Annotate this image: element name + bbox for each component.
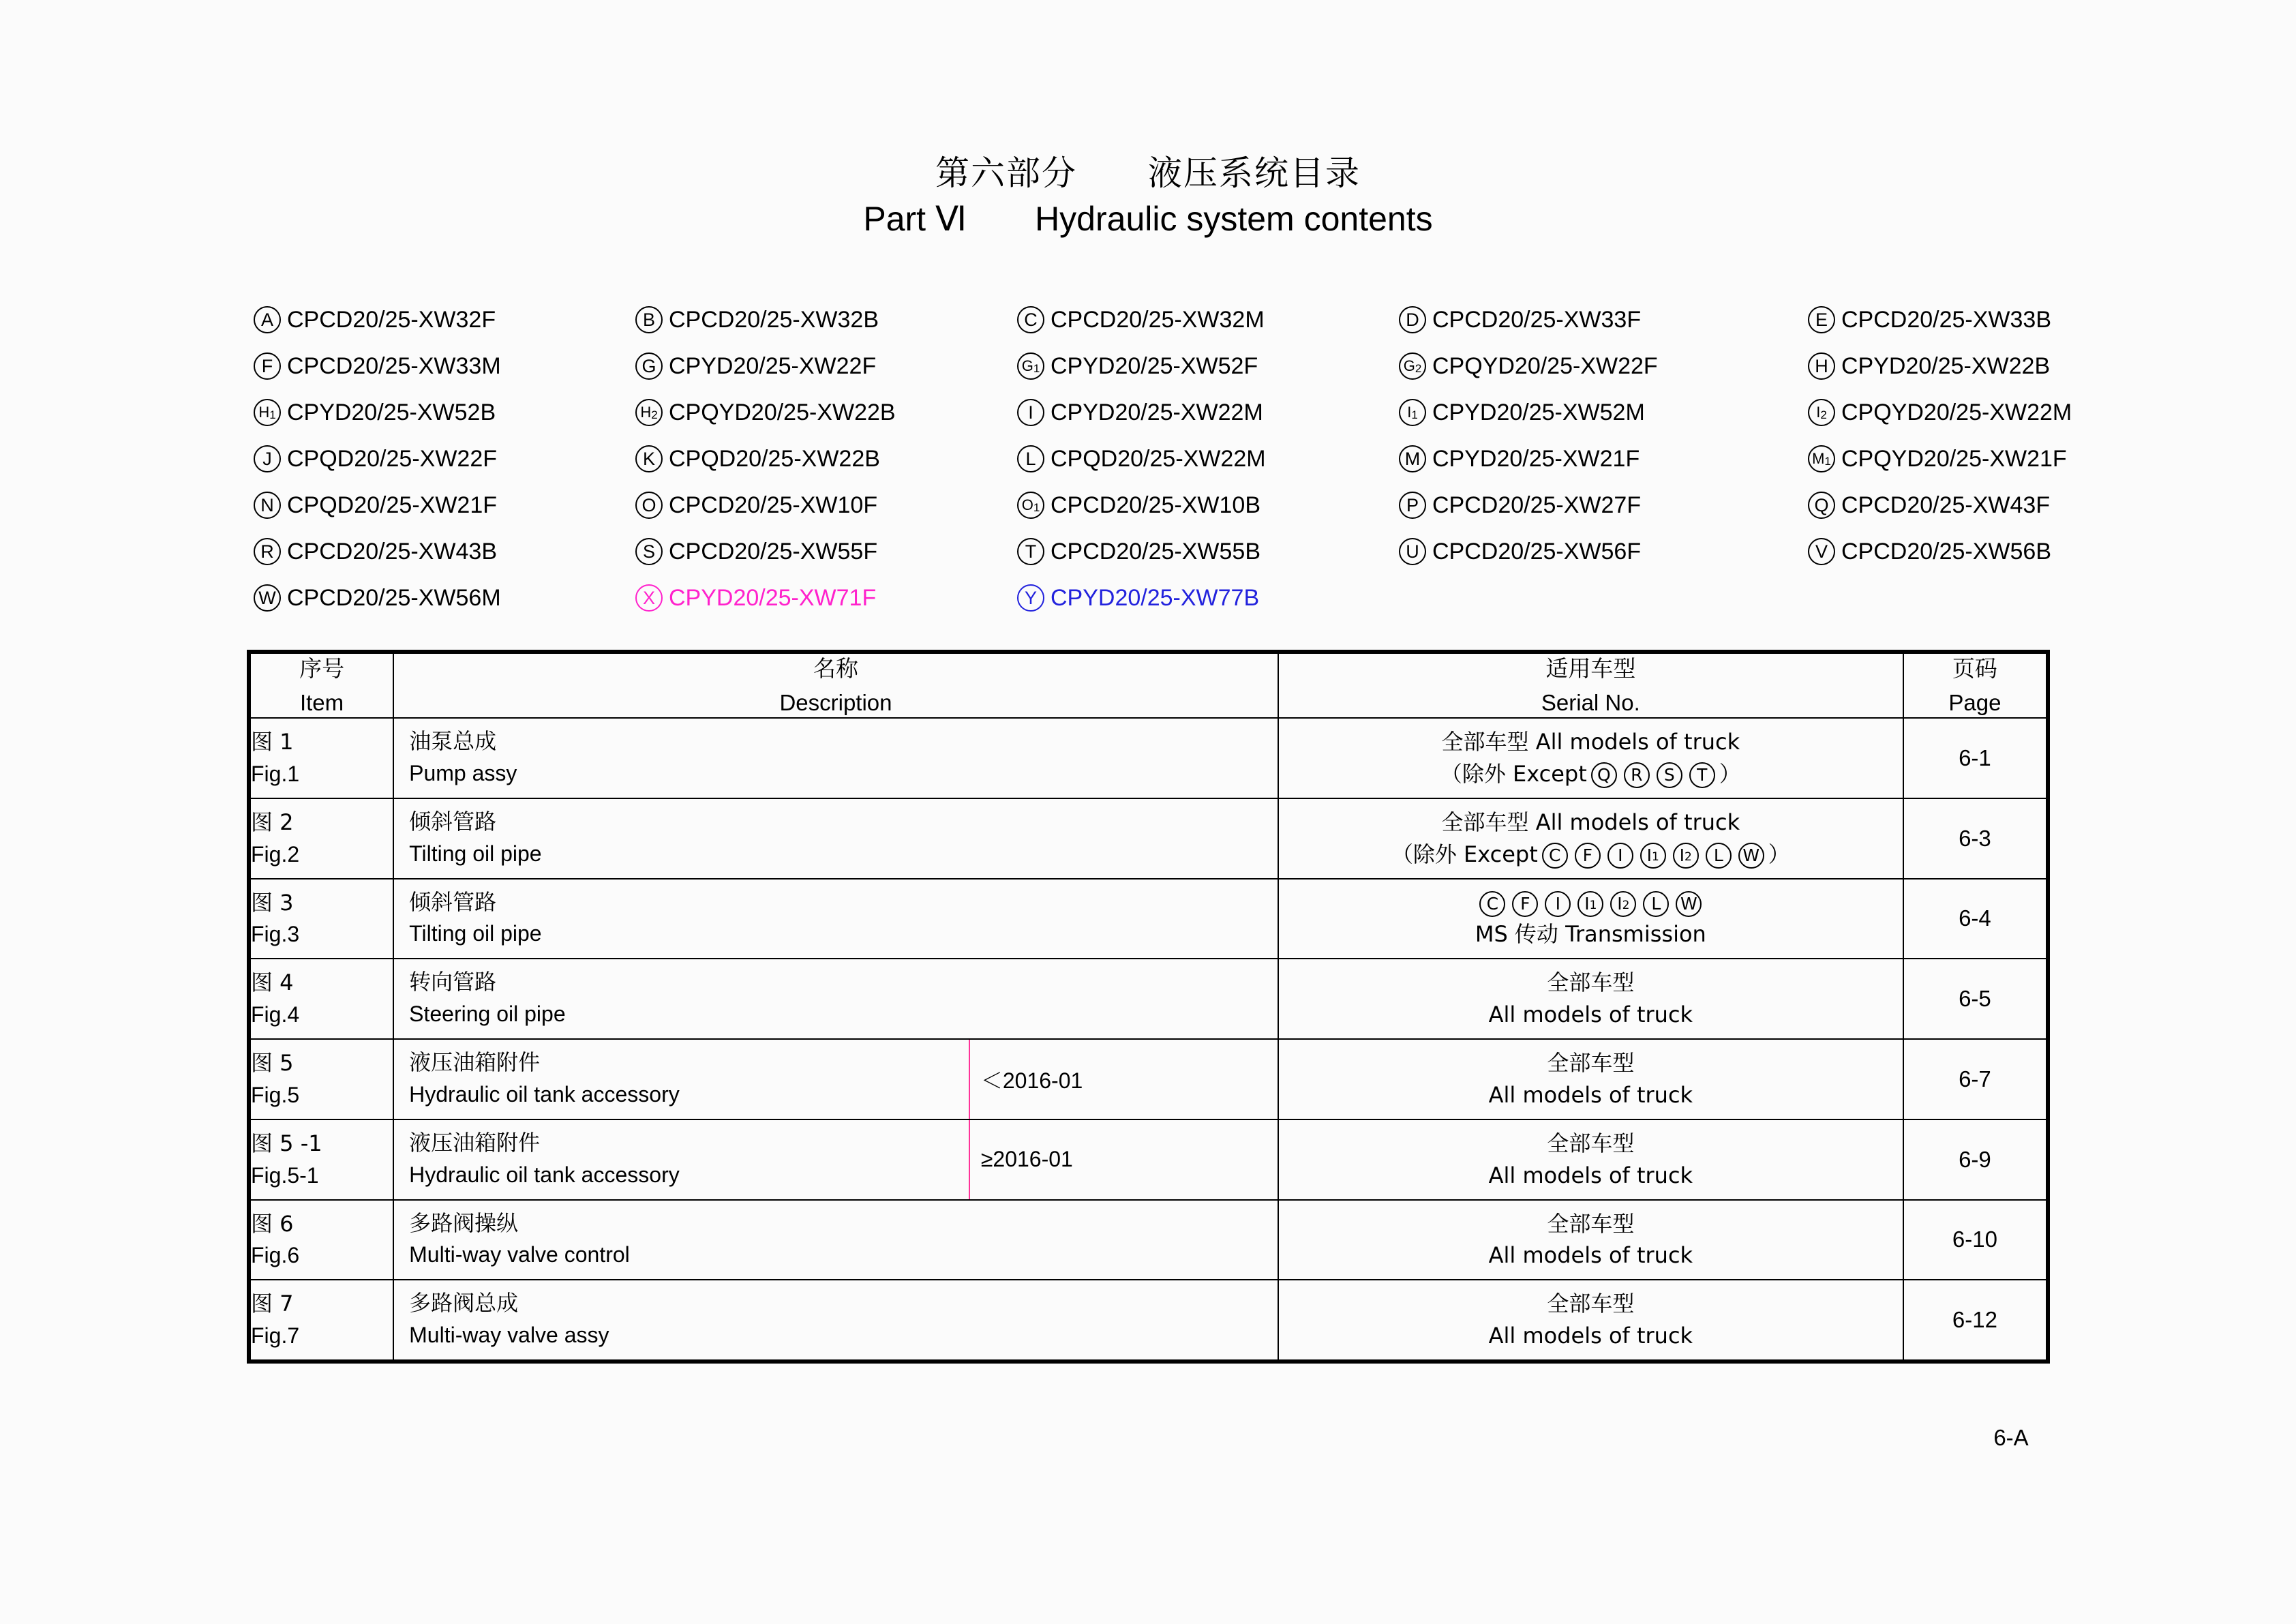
model-code-row [254, 297, 2271, 343]
model-code-entry-v [1808, 538, 2231, 565]
model-code-entry-d [1399, 306, 1808, 333]
model-badge-i: I [1545, 891, 1571, 917]
item-label-en: Fig.6 [251, 1243, 300, 1268]
model-code-text: CPQYD20/25-XW22M [1841, 400, 2072, 425]
model-code-text: CPYD20/25-XW22F [669, 353, 877, 379]
cell-serial-no [1278, 959, 1903, 1039]
model-code-text: CPYD20/25-XW77B [1051, 585, 1260, 611]
model-code-entry-u [1399, 538, 1808, 565]
model-code-text: CPQD20/25-XW22M [1051, 446, 1266, 472]
description-text [394, 1120, 969, 1199]
serial-line-tertiary: All models of truck [1488, 1081, 1693, 1108]
serial-line-secondary [1279, 888, 1903, 918]
serial-line-tertiary: All models of truck [1488, 1323, 1693, 1349]
model-code-entry-m [1399, 445, 1808, 472]
serial-line-tertiary: All models of truck [1488, 1002, 1693, 1028]
model-code-entry-g1 [1017, 352, 1399, 380]
title-chinese: 第六部分 液压系统目录 [935, 153, 1361, 193]
model-badge-p: P [1399, 492, 1426, 519]
serial-line-tertiary: All models of truck [1488, 1162, 1693, 1188]
serial-line-primary: 全部车型 All models of truck [1441, 729, 1740, 755]
model-code-entry-h [1808, 352, 2231, 380]
item-label-cn: 图 5 -1 [251, 1130, 322, 1156]
model-code-entry-o [635, 492, 1017, 519]
description-cn: 油泵总成 [409, 728, 497, 755]
model-code-text: CPQD20/25-XW22B [669, 446, 880, 472]
cell-page-number: 6-9 [1903, 1119, 2046, 1200]
model-code-entry-o1 [1017, 492, 1399, 519]
model-code-entry-j [254, 445, 635, 472]
cell-serial-no [1278, 798, 1903, 879]
table-header-row [251, 654, 2046, 718]
description-en: Hydraulic oil tank accessory [409, 1162, 680, 1187]
model-badge-w: W [1738, 843, 1764, 869]
header-serial-no-en: Serial No. [1541, 689, 1640, 715]
cell-page-number: 6-12 [1903, 1280, 2046, 1359]
table-row [251, 1200, 2046, 1280]
cell-item [251, 1280, 393, 1359]
model-badge-h2: H 2 [635, 399, 663, 426]
cell-serial-no [1278, 1200, 1903, 1280]
model-code-row [254, 528, 2271, 575]
model-code-text: CPCD20/25-XW43F [1841, 492, 2051, 518]
model-code-text: CPQYD20/25-XW22F [1432, 353, 1658, 379]
model-code-text: CPCD20/25-XW56F [1432, 539, 1642, 565]
description-en: Multi-way valve assy [409, 1323, 609, 1348]
model-badge-g2: G 2 [1399, 352, 1426, 380]
model-code-text: CPCD20/25-XW27F [1432, 492, 1642, 518]
model-code-text: CPYD20/25-XW22B [1841, 353, 2051, 379]
item-label-cn: 图 7 [251, 1291, 294, 1317]
model-code-text: CPCD20/25-XW55F [669, 539, 878, 565]
model-code-entry-h1 [254, 399, 635, 426]
model-badge-w: W [254, 584, 281, 612]
item-label-en: Fig.4 [251, 1002, 300, 1027]
model-badge-u: U [1399, 538, 1426, 565]
model-badge-e: E [1808, 306, 1835, 333]
model-badge-c: C [1479, 891, 1505, 917]
model-badge-r: R [1624, 762, 1650, 788]
serial-badge-group [1591, 762, 1715, 788]
cell-description [393, 1280, 1278, 1359]
serial-line-primary: 全部车型 [1547, 1050, 1635, 1077]
model-code-text: CPCD20/25-XW32M [1051, 307, 1265, 333]
model-code-text: CPCD20/25-XW56B [1841, 539, 2052, 565]
model-code-row [254, 389, 2271, 436]
cell-serial-no [1278, 1119, 1903, 1200]
model-badge-d: D [1399, 306, 1426, 333]
cell-description [393, 1200, 1278, 1280]
description-en: Steering oil pipe [409, 1002, 566, 1027]
footer-page-marker: 6-A [1993, 1425, 2029, 1450]
description-en: Tilting oil pipe [409, 841, 542, 866]
description-date-range: ＜2016-01 [969, 1040, 1278, 1119]
cell-page-number: 6-5 [1903, 959, 2046, 1039]
model-code-text: CPCD20/25-XW10F [669, 492, 878, 518]
cell-serial-no [1278, 1039, 1903, 1119]
cell-page-number: 6-3 [1903, 798, 2046, 879]
model-code-entry-q [1808, 492, 2231, 519]
model-code-entry-a [254, 306, 635, 333]
model-badge-f: F [254, 352, 281, 380]
model-code-text: CPYD20/25-XW71F [669, 585, 877, 611]
model-badge-q: Q [1808, 492, 1835, 519]
model-code-entry-w [254, 584, 635, 612]
description-cn: 倾斜管路 [409, 808, 497, 834]
cell-page-number: 6-1 [1903, 718, 2046, 798]
item-label-cn: 图 4 [251, 969, 294, 996]
cell-serial-no [1278, 718, 1903, 798]
item-label-cn: 图 1 [251, 729, 294, 755]
model-badge-y: Y [1017, 584, 1044, 612]
item-label-cn: 图 3 [251, 889, 294, 916]
model-badge-c: C [1542, 843, 1568, 869]
model-badge-q: Q [1591, 762, 1617, 788]
cell-item [251, 879, 393, 959]
model-badge-t: T [1689, 762, 1715, 788]
description-cn: 转向管路 [409, 969, 497, 995]
serial-badge-group [1542, 843, 1764, 869]
description-en: Pump assy [409, 760, 517, 785]
model-code-text: CPYD20/25-XW22M [1051, 400, 1263, 425]
model-badge-h: H [1808, 352, 1835, 380]
table-row [251, 798, 2046, 879]
model-code-text: CPCD20/25-XW33F [1432, 307, 1642, 333]
model-badge-i2: I 2 [1808, 399, 1835, 426]
table-row [251, 1280, 2046, 1359]
model-code-entry-l [1017, 445, 1399, 472]
description-text [394, 719, 1278, 798]
header-description-en: Description [779, 689, 892, 715]
item-label-cn: 图 5 [251, 1050, 294, 1077]
description-text [394, 879, 1278, 959]
model-badge-a: A [254, 306, 281, 333]
description-cn: 液压油箱附件 [409, 1129, 541, 1156]
model-code-text: CPCD20/25-XW43B [287, 539, 498, 565]
description-en: Hydraulic oil tank accessory [409, 1081, 680, 1107]
cell-description [393, 1039, 1278, 1119]
model-code-entry-t [1017, 538, 1399, 565]
model-code-text: CPQYD20/25-XW21F [1841, 446, 2067, 472]
description-en: Multi-way valve control [409, 1242, 630, 1267]
table-row [251, 879, 2046, 959]
model-badge-o1: O 1 [1017, 492, 1044, 519]
item-label-cn: 图 6 [251, 1210, 294, 1237]
model-code-entry-p [1399, 492, 1808, 519]
cell-description [393, 718, 1278, 798]
serial-except-suffix: ） [1719, 760, 1741, 787]
header-page-cn: 页码 [1952, 655, 1997, 682]
model-badge-j: J [254, 445, 281, 472]
serial-line-secondary [1279, 840, 1903, 869]
header-item-cn: 序号 [299, 655, 345, 682]
title-english: Part Ⅵ Hydraulic system contents [863, 199, 1433, 238]
model-badge-f: F [1512, 891, 1538, 917]
header-page-en: Page [1948, 689, 2002, 715]
serial-except-prefix: （除外 Except [1440, 760, 1587, 787]
model-badge-g: G [635, 352, 663, 380]
model-code-entry-y [1017, 584, 1399, 612]
model-code-text: CPCD20/25-XW32B [669, 307, 879, 333]
model-code-text: CPQD20/25-XW21F [287, 492, 497, 518]
serial-badge-group [1479, 891, 1702, 917]
table-row [251, 1119, 2046, 1200]
cell-serial-no [1278, 879, 1903, 959]
item-label-en: Fig.3 [251, 922, 300, 947]
model-badge-i1: I 1 [1577, 891, 1603, 917]
model-badge-w: W [1676, 891, 1702, 917]
model-badge-i1: I 1 [1399, 399, 1426, 426]
model-badge-s: S [1657, 762, 1682, 788]
model-badge-m1: M 1 [1808, 445, 1835, 472]
model-badge-v: V [1808, 538, 1835, 565]
model-code-entry-k [635, 445, 1017, 472]
model-badge-l: L [1706, 843, 1732, 869]
model-code-text: CPCD20/25-XW33B [1841, 307, 2052, 333]
model-badge-s: S [635, 538, 663, 565]
model-badge-k: K [635, 445, 663, 472]
table-row [251, 959, 2046, 1039]
header-serial-no [1278, 654, 1903, 718]
header-description-cn: 名称 [813, 655, 858, 682]
item-label-en: Fig.2 [251, 841, 300, 867]
header-description [393, 654, 1278, 718]
model-code-entry-i [1017, 399, 1399, 426]
cell-serial-no [1278, 1280, 1903, 1359]
serial-except-prefix: （除外 Except [1391, 841, 1538, 867]
model-code-row [254, 482, 2271, 528]
cell-item [251, 1039, 393, 1119]
model-badge-i2: I 2 [1673, 843, 1699, 869]
model-badge-f: F [1575, 843, 1601, 869]
description-cn: 倾斜管路 [409, 888, 497, 915]
description-text [394, 799, 1278, 878]
model-code-row [254, 343, 2271, 389]
model-code-entry-e [1808, 306, 2231, 333]
cell-item [251, 1200, 393, 1280]
header-page [1903, 654, 2046, 718]
model-code-entry-s [635, 538, 1017, 565]
header-serial-no-cn: 适用车型 [1545, 655, 1636, 682]
item-label-en: Fig.7 [251, 1323, 300, 1349]
header-item-en: Item [299, 689, 344, 715]
header-item [251, 654, 393, 718]
table-row [251, 1039, 2046, 1119]
cell-item [251, 718, 393, 798]
cell-item [251, 959, 393, 1039]
description-text [394, 959, 1278, 1038]
model-code-entry-g [635, 352, 1017, 380]
model-badge-l: L [1643, 891, 1669, 917]
serial-except-suffix: ） [1768, 841, 1790, 867]
model-code-text: CPYD20/25-XW52M [1432, 400, 1645, 425]
model-code-entry-x [635, 584, 1017, 612]
cell-page-number: 6-10 [1903, 1200, 2046, 1280]
cell-description [393, 798, 1278, 879]
description-cn: 液压油箱附件 [409, 1049, 541, 1076]
model-badge-n: N [254, 492, 281, 519]
description-cn: 多路阀总成 [409, 1290, 519, 1317]
model-code-entry-f [254, 352, 635, 380]
item-label-en: Fig.5-1 [251, 1162, 319, 1188]
model-badge-x: X [635, 584, 663, 612]
serial-line-primary: 全部车型 [1547, 1130, 1635, 1156]
model-code-text: CPYD20/25-XW52B [287, 400, 496, 425]
description-text [394, 1280, 1278, 1359]
model-badge-i2: I 2 [1610, 891, 1636, 917]
item-label-en: Fig.5 [251, 1082, 300, 1107]
cell-description [393, 1119, 1278, 1200]
serial-line-tertiary: MS 传动 Transmission [1475, 921, 1706, 948]
model-badge-i: I [1017, 399, 1044, 426]
serial-line-primary: 全部车型 All models of truck [1441, 809, 1740, 835]
model-code-text: CPCD20/25-XW33M [287, 353, 501, 379]
item-label-cn: 图 2 [251, 809, 294, 835]
serial-line-primary: 全部车型 [1547, 1210, 1635, 1237]
model-code-text: CPQYD20/25-XW22B [669, 400, 896, 425]
model-code-entry-i2 [1808, 399, 2231, 426]
model-code-entry-n [254, 492, 635, 519]
cell-page-number: 6-7 [1903, 1039, 2046, 1119]
model-code-list [254, 297, 2271, 621]
cell-description [393, 959, 1278, 1039]
model-code-text: CPCD20/25-XW32F [287, 307, 496, 333]
model-badge-c: C [1017, 306, 1044, 333]
description-text [394, 1040, 969, 1119]
model-badge-g1: G 1 [1017, 352, 1044, 380]
serial-line-secondary [1279, 760, 1903, 789]
serial-line-primary: 全部车型 [1547, 969, 1635, 996]
model-badge-t: T [1017, 538, 1044, 565]
description-date-range: ≥2016-01 [969, 1120, 1278, 1199]
model-code-text: CPCD20/25-XW56M [287, 585, 501, 611]
contents-table-wrapper [247, 650, 2050, 1364]
model-badge-l: L [1017, 445, 1044, 472]
model-code-text: CPYD20/25-XW52F [1051, 353, 1258, 379]
model-badge-h1: H 1 [254, 399, 281, 426]
cell-description [393, 879, 1278, 959]
model-badge-i1: I 1 [1640, 843, 1666, 869]
model-code-entry-c [1017, 306, 1399, 333]
serial-line-tertiary: All models of truck [1488, 1242, 1693, 1269]
model-code-row [254, 575, 2271, 621]
page-title [0, 155, 2296, 237]
serial-line-primary: 全部车型 [1547, 1291, 1635, 1317]
model-badge-m: M [1399, 445, 1426, 472]
model-code-entry-g2 [1399, 352, 1808, 380]
model-badge-i: I [1607, 843, 1633, 869]
model-badge-b: B [635, 306, 663, 333]
model-code-row [254, 436, 2271, 482]
cell-page-number: 6-4 [1903, 879, 2046, 959]
item-label-en: Fig.1 [251, 761, 300, 786]
model-badge-o: O [635, 492, 663, 519]
model-code-text: CPCD20/25-XW55B [1051, 539, 1261, 565]
description-text [394, 1201, 1278, 1280]
cell-item [251, 1119, 393, 1200]
model-code-text: CPCD20/25-XW10B [1051, 492, 1261, 518]
model-code-text: CPYD20/25-XW21F [1432, 446, 1640, 472]
model-code-entry-i1 [1399, 399, 1808, 426]
description-cn: 多路阀操纵 [409, 1209, 519, 1236]
model-code-text: CPQD20/25-XW22F [287, 446, 497, 472]
description-en: Tilting oil pipe [409, 921, 542, 946]
model-code-entry-r [254, 538, 635, 565]
model-badge-r: R [254, 538, 281, 565]
contents-table [251, 654, 2046, 1359]
model-code-entry-h2 [635, 399, 1017, 426]
model-code-entry-b [635, 306, 1017, 333]
cell-item [251, 798, 393, 879]
table-row [251, 718, 2046, 798]
model-code-entry-m1 [1808, 445, 2231, 472]
